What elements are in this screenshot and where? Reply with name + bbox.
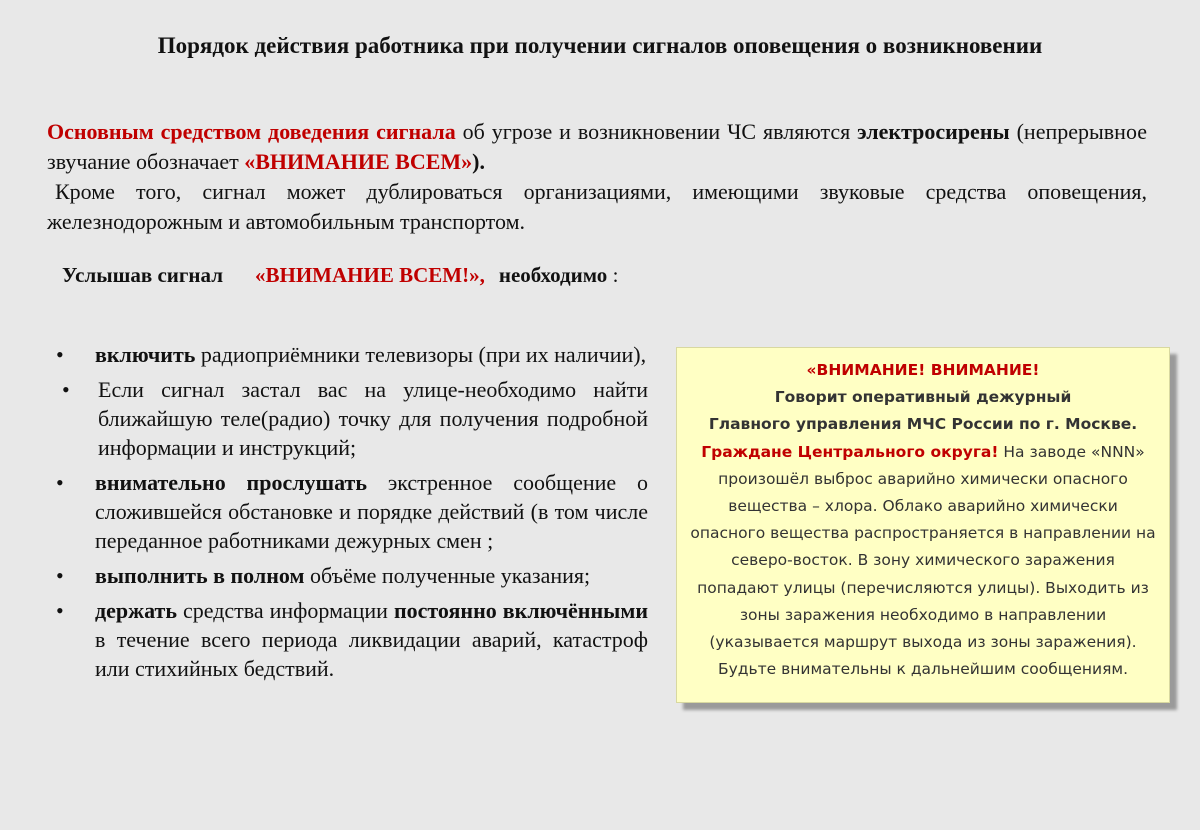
bullet: •	[56, 598, 64, 623]
intro-sirens: электросирены	[857, 119, 1010, 144]
action-text: в течение всего периода ликвидации аварий, катастроф или стихийных бедствий.	[95, 627, 648, 681]
bullet: •	[62, 377, 70, 402]
action-text: объёме полученные указания;	[304, 563, 591, 588]
intro-paragraph	[47, 117, 1147, 177]
duplicate-paragraph: Кроме того, сигнал может дублироваться организациями, имеющими звуковые средства оповещения, железнодорожным и автомобильным транспортом.	[47, 179, 1147, 234]
notice-box	[676, 347, 1170, 703]
notice-citizens: Граждане Центрального округа!	[701, 442, 999, 461]
heard-signal: «ВНИМАНИЕ ВСЕМ!»,	[255, 263, 485, 287]
intro-signal: «ВНИМАНИЕ ВСЕМ»	[244, 149, 473, 174]
notice-department: Главного управления МЧС России по г. Москве.	[708, 415, 1138, 434]
bullet: •	[56, 470, 64, 495]
action-text: радиоприёмники телевизоры (при их наличии),	[195, 342, 647, 367]
action-text: средства информации	[176, 598, 394, 623]
heard-signal-line	[62, 260, 618, 290]
notice-body: На заводе «NNN» произошёл выброс аварийно химически опасного вещества – хлора. Облако аварийно химически опасного вещества распространяется в направлении на северо-восток. В зону химического заражения попадают улицы (перечисляются улицы). Выходить из зоны заражения необходимо в направлении (указывается маршрут выхода из зоны заражения). Будьте внимательны к дальнейшим сообщениям.	[690, 442, 1156, 679]
action-bold: внимательно прослушать	[95, 470, 367, 495]
list-item	[56, 468, 648, 555]
list-item	[56, 596, 648, 683]
intro-text-2: (непрерывное звучание обозначает	[47, 119, 1147, 174]
page-title: Порядок действия работника при получении сигналов оповещения о возникновении	[157, 33, 1043, 58]
notice-speaker: Говорит оперативный дежурный	[774, 388, 1072, 407]
action-bold: включить	[95, 342, 196, 367]
action-text: Если сигнал застал вас на улице-необходимо найти ближайшую теле(радио) точку для получения подробной информации и инструкций;	[98, 377, 648, 460]
action-bold: выполнить в полном	[95, 563, 305, 588]
heard-lead: Услышав сигнал	[62, 263, 223, 287]
heard-colon: :	[607, 263, 619, 287]
intro-end: ).	[472, 149, 485, 174]
actions-list	[56, 340, 648, 689]
notice-message	[689, 439, 1157, 684]
list-item	[56, 375, 648, 462]
intro-highlight: Основным средством доведения сигнала	[47, 119, 456, 144]
list-item	[56, 340, 648, 369]
bullet: •	[56, 563, 64, 588]
bullet: •	[56, 342, 64, 367]
list-item	[56, 561, 648, 590]
notice-attention: «ВНИМАНИЕ! ВНИМАНИЕ!	[806, 361, 1040, 379]
action-bold: держать	[95, 598, 177, 623]
heard-need: необходимо	[498, 263, 608, 287]
intro-text: об угрозе и возникновении ЧС являются	[455, 119, 858, 144]
action-text: экстренное сообщение о сложившейся обстановке и порядке действий (в том числе переданное работниками дежурных смен ;	[95, 470, 648, 553]
action-bold: постоянно включёнными	[393, 598, 648, 623]
